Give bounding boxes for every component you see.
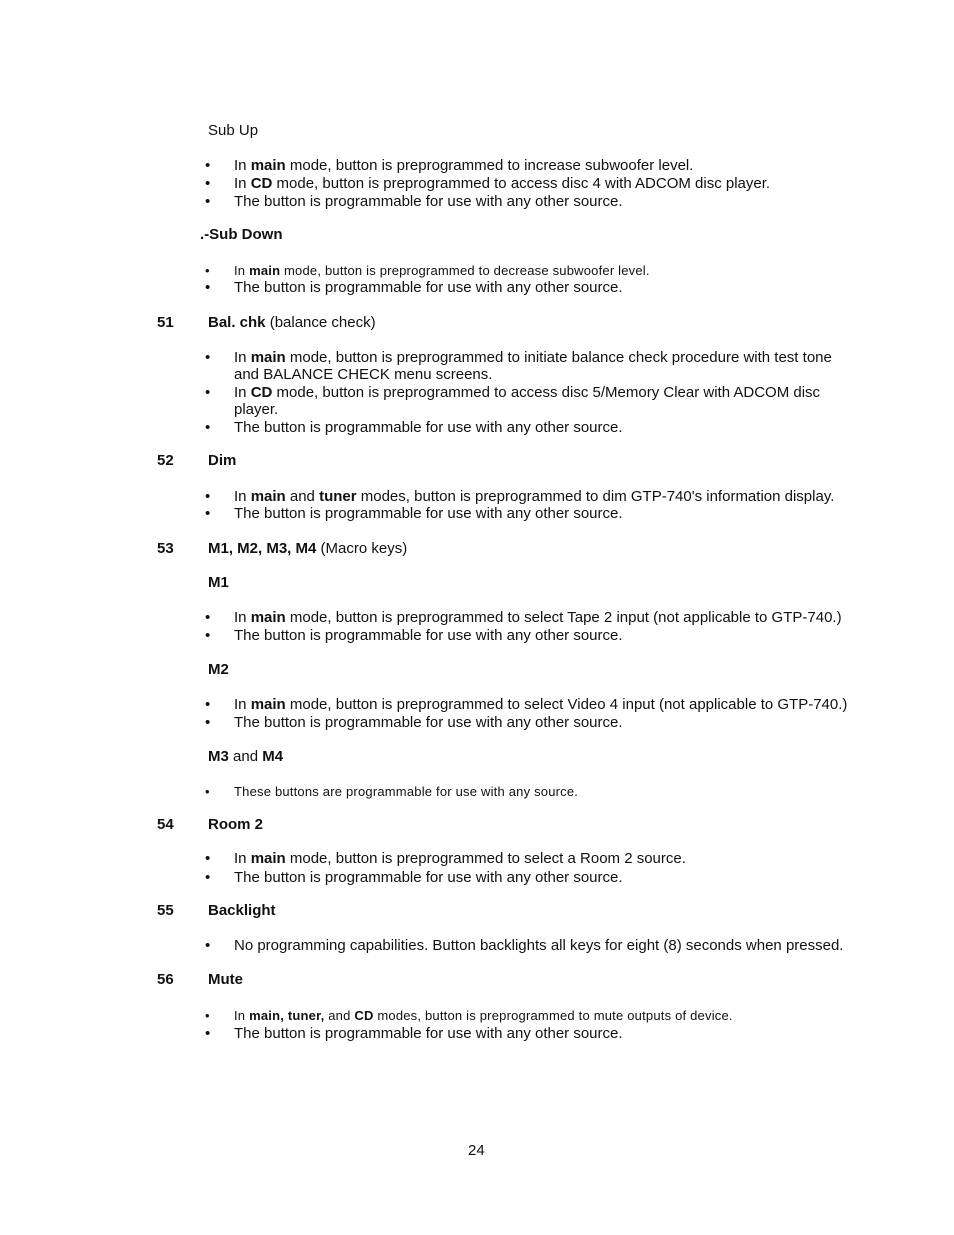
heading-m1: M1 [208, 574, 229, 591]
heading-m2: M2 [208, 661, 229, 678]
page-number: 24 [468, 1142, 485, 1159]
section-number-51: 51 [157, 314, 174, 331]
document-page: Sub Up • In main mode, button is preprogrammed to increase subwoofer level. • In CD mode, button is preprogrammed to access disc 4 with ADCOM disc player. • The button is programmable for use with any other source. .-Sub Down • In main mode, button is preprogrammed to decrease subwoofer level. • The button is programmable for use with any other source. 51 Bal. chk (balance check) • In main mode, button is preprogrammed to initiate balance check procedure with test tone and BALANCE CHECK menu screens. • In CD mode, button is preprogrammed to access disc 5/Memory Clear with ADCOM disc player. • The button is programmable for use with any other source. 52 Dim • In main and tuner modes, button is preprogrammed to dim GTP-740's information display. • The button is programmable for use with any other source. 53 M1, M2, M3, M4 (Macro keys) M1 • In main mode, button is preprogrammed to select Tape 2 input (not applicable to GTP-740.) • The button is programmable for use with any other source. M2 • In main mode, button is preprogrammed to select Video 4 input (not applicable to GTP-740.) • The button is programmable for use with any other source. M3 and M4 • These buttons are programmable for use with any source. 54 Room 2 • In main mode, button is preprogrammed to select a Room 2 source. • The button is programmable for use with any other source. 55 Backlight • No programming capabilities. Button backlights all keys for eight (8) seconds when pressed. 56 Mute • In main, tuner, and CD modes, button is preprogrammed to mute outputs of device. • The button is programmable for use with any other source. 24 [157, 122, 848, 1159]
heading-macro-keys: M1, M2, M3, M4 (Macro keys) [208, 540, 408, 557]
heading-room-2: Room 2 [208, 816, 264, 833]
heading-mute: Mute [208, 971, 243, 988]
heading-m3-m4: M3 and M4 [208, 748, 284, 765]
section-number-54: 54 [157, 816, 174, 833]
section-number-52: 52 [157, 452, 174, 469]
section-number-55: 55 [157, 902, 174, 919]
section-number-53: 53 [157, 540, 174, 557]
heading-bal-chk: Bal. chk (balance check) [208, 314, 376, 331]
heading-dim: Dim [208, 452, 237, 469]
heading-sub-down: .-Sub Down [200, 226, 283, 243]
section-number-56: 56 [157, 971, 174, 988]
heading-sub-up: Sub Up [208, 122, 259, 139]
heading-backlight: Backlight [208, 902, 276, 919]
